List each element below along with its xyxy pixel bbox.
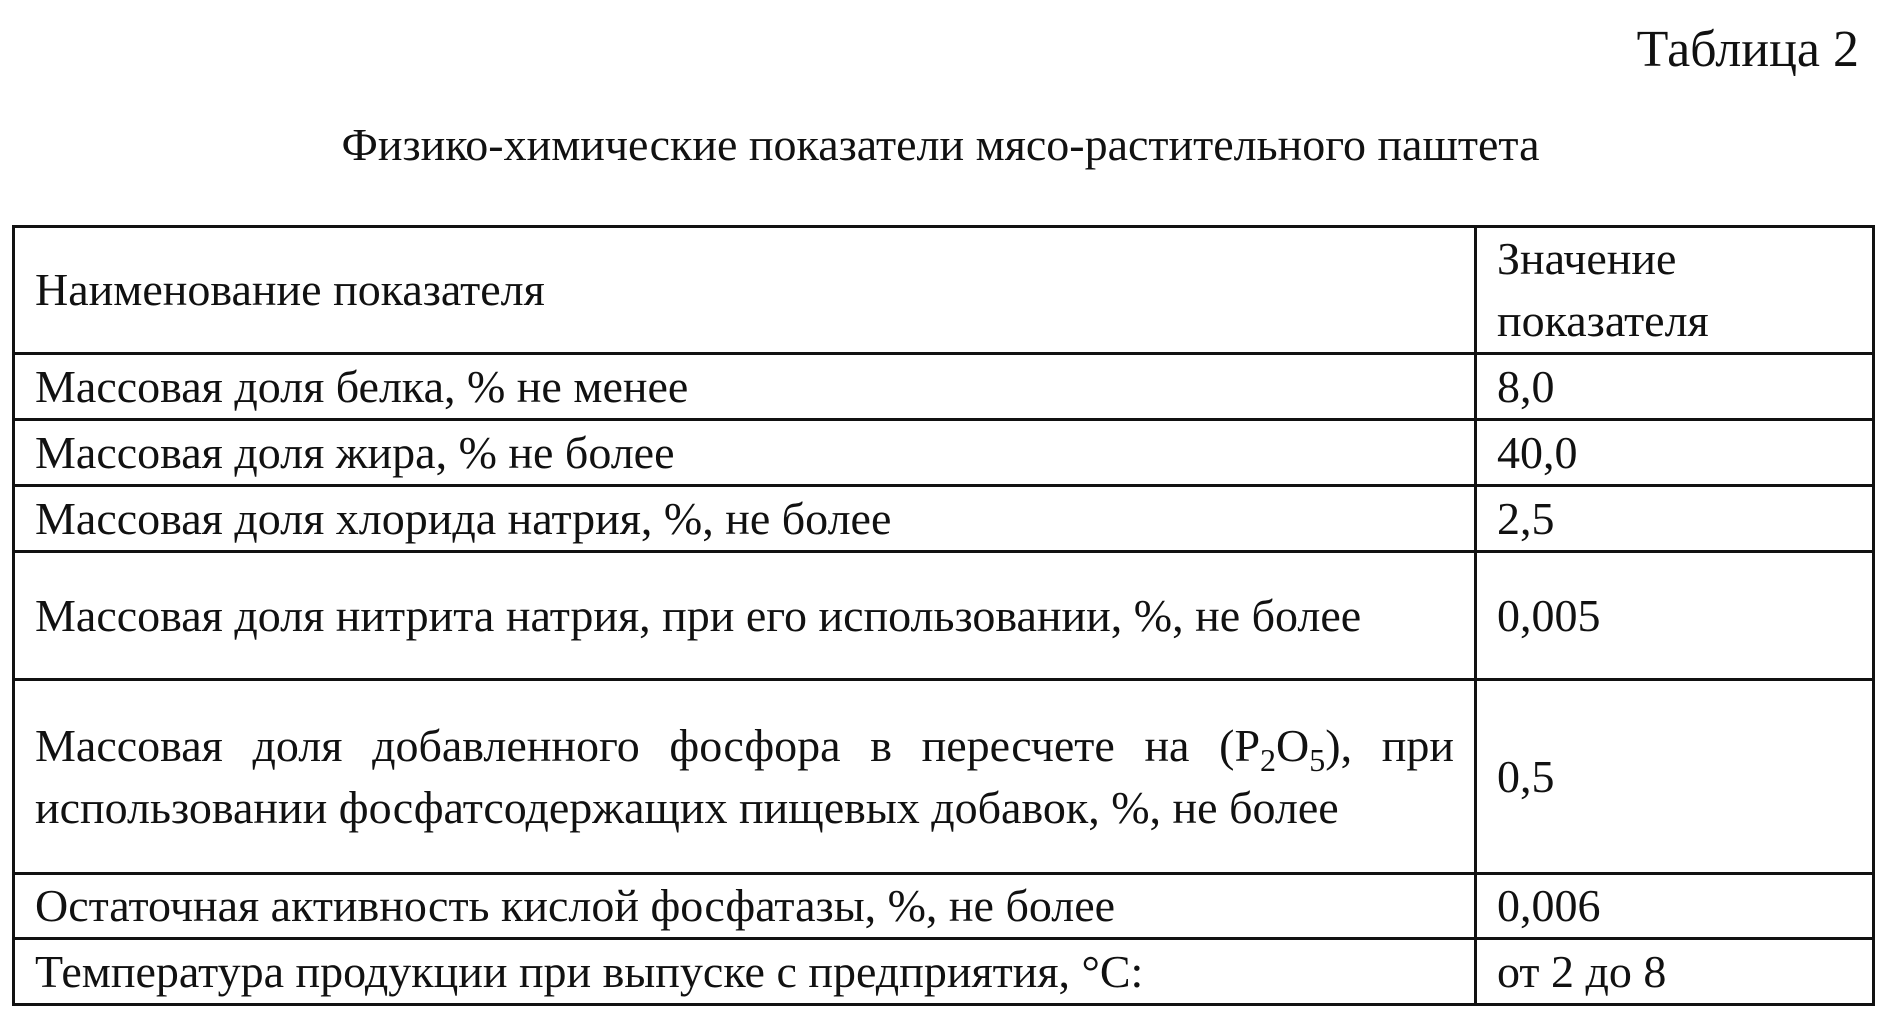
indicator-value: 8,0 [1476, 354, 1874, 420]
indicator-value: 40,0 [1476, 420, 1874, 486]
indicators-table [12, 225, 1875, 1006]
indicator-name: Массовая доля нитрита натрия, при его использовании, %, не более [14, 552, 1476, 680]
indicator-name: Массовая доля белка, % не менее [14, 354, 1476, 420]
indicator-name [14, 680, 1476, 874]
indicator-value: 0,005 [1476, 552, 1874, 680]
subscript: 2 [1260, 741, 1277, 778]
indicator-value: 0,006 [1476, 874, 1874, 939]
table-row [14, 420, 1874, 486]
indicator-name: Массовая доля хлорида натрия, %, не более [14, 486, 1476, 552]
table-row [14, 939, 1874, 1005]
indicator-name: Массовая доля жира, % не более [14, 420, 1476, 486]
column-header-name: Наименование показателя [14, 227, 1476, 354]
table-row [14, 486, 1874, 552]
indicator-name-part: ), при использовании фосфатсодержащих пищевых добавок, %, не более [35, 719, 1454, 833]
indicator-name: Остаточная активность кислой фосфатазы, %, не более [14, 874, 1476, 939]
table-row [14, 354, 1874, 420]
table-row [14, 680, 1874, 874]
indicator-value: 0,5 [1476, 680, 1874, 874]
column-header-value [1476, 227, 1874, 354]
table-row [14, 874, 1874, 939]
table-header-row [14, 227, 1874, 354]
subscript: 5 [1309, 741, 1326, 778]
indicator-value: 2,5 [1476, 486, 1874, 552]
indicator-name-part: O [1276, 719, 1310, 771]
indicator-value: от 2 до 8 [1476, 939, 1874, 1005]
table-number: Таблица 2 [1636, 21, 1859, 78]
table-row [14, 552, 1874, 680]
column-header-value-line2: показателя [1497, 295, 1709, 346]
indicator-name: Температура продукции при выпуске с предприятия, °С: [14, 939, 1476, 1005]
indicator-name-part: Массовая доля добавленного фосфора в пересчете на (P [35, 719, 1261, 771]
table-title: Физико-химические показатели мясо-растительного паштета [341, 119, 1540, 170]
column-header-value-line1: Значение [1497, 233, 1677, 284]
